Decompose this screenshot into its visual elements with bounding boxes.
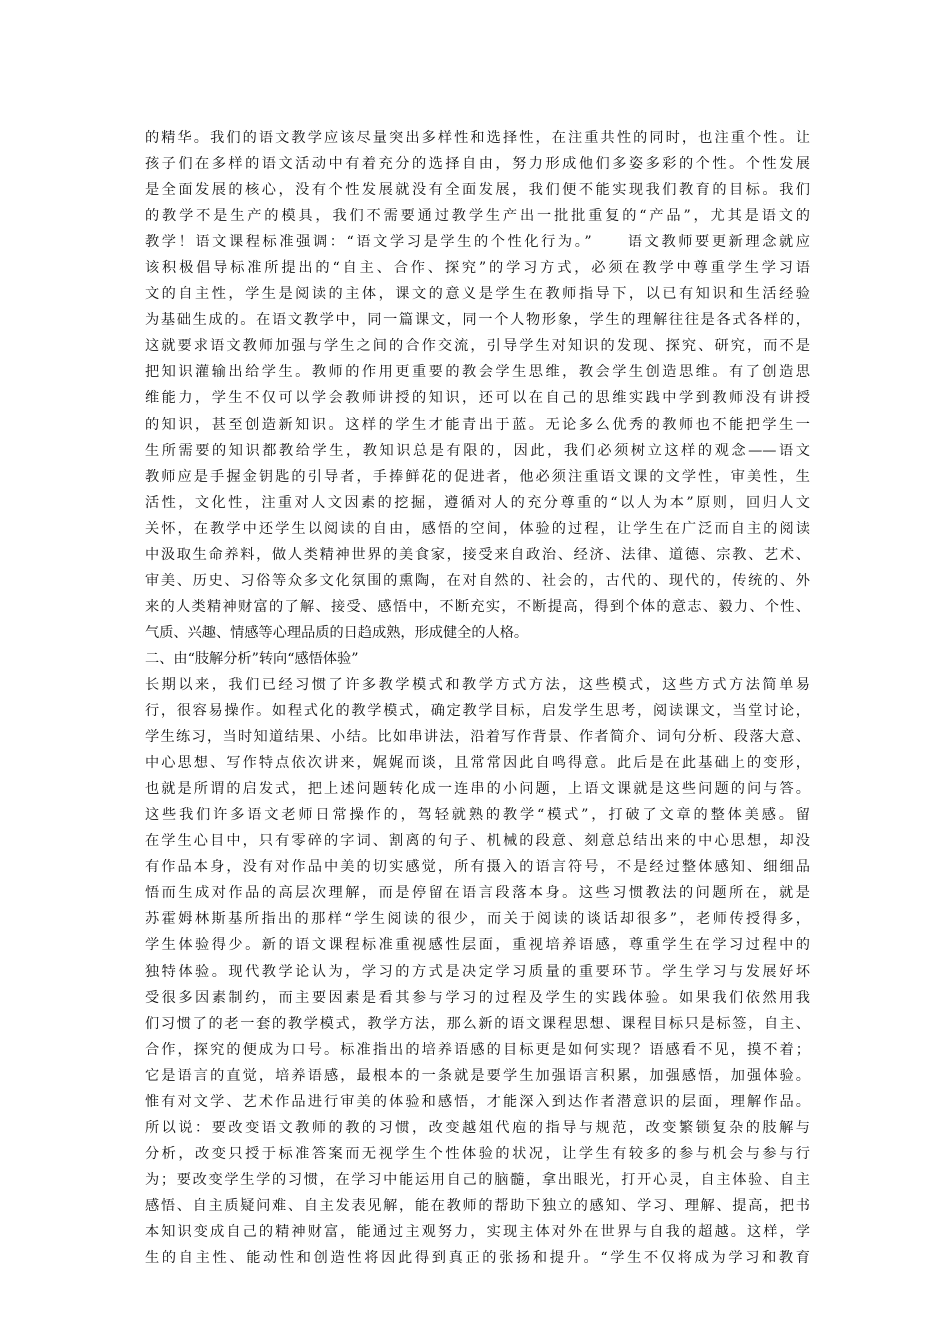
text-line: 文的自主性，学生是阅读的主体，课文的意义是学生在教师指导下，以已有知识和生活经验	[145, 286, 810, 303]
text-line: 惟有对文学、艺术作品进行审美的体验和感悟，才能深入到达作者潜意识的层面，理解作品。	[145, 1093, 810, 1110]
text-line: 分析，改变只授于标准答案而无视学生个性体验的状况，让学生有较多的参与机会与参与行	[145, 1145, 810, 1162]
text-line: 学生练习，当时知道结果、小结。比如串讲法，沿着写作背景、作者简介、词句分析、段落大意、	[145, 729, 810, 746]
text-line: 中心思想、写作特点依次讲来，娓娓而谈，且常常因此自鸣得意。此后是在此基础上的变形，	[145, 755, 810, 772]
text-line: 该积极倡导标准所提出的“自主、合作、探究”的学习方式，必须在教学中尊重学生学习语	[145, 260, 810, 277]
text-line: 为基础生成的。在语文教学中，同一篇课文，同一个人物形象，学生的理解往往是各式各样的，	[145, 312, 810, 329]
text-line: 生的自主性、能动性和创造性将因此得到真正的张扬和提升。“学生不仅将成为学习和教育	[145, 1250, 810, 1267]
text-line: 行，很容易操作。如程式化的教学模式，确定教学目标，启发学生思考，阅读课文，当堂讨论，	[145, 703, 810, 720]
text-line: 是全面发展的核心，没有个性发展就没有全面发展，我们便不能实现我们教育的目标。我们	[145, 182, 810, 199]
text-line: 的教学不是生产的模具，我们不需要通过教学生产出一批批重复的“产品”，尤其是语文的	[145, 208, 810, 225]
text-line: 感悟、自主质疑问难、自主发表见解，能在教师的帮助下独立的感知、学习、理解、提高，把书	[145, 1197, 810, 1214]
text-line: 孩子们在多样的语文活动中有着充分的选择自由，努力形成他们多姿多彩的个性。个性发展	[145, 156, 810, 173]
text-line: 有作品本身，没有对作品中美的切实感觉，所有摄入的语言符号，不是经过整体感知、细细品	[145, 859, 810, 876]
text-line: 它是语言的直觉，培养语感，最根本的一条就是要学生加强语言积累，加强感悟，加强体验。	[145, 1067, 810, 1084]
document-body	[145, 125, 810, 1271]
text-line: 活性，文化性，注重对人文因素的挖掘，遵循对人的充分尊重的“以人为本”原则，回归人文	[145, 494, 810, 511]
text-line: 来的人类精神财富的了解、接受、感悟中，不断充实，不断提高，得到个体的意志、毅力、个性、	[145, 598, 810, 615]
text-line: 的知识，甚至创造新知识。这样的学生才能青出于蓝。无论多么优秀的教师也不能把学生一	[145, 416, 810, 433]
text-line: 独特体验。现代教学论认为，学习的方式是决定学习质量的重要环节。学生学习与发展好坏	[145, 963, 810, 980]
text-line: 气质、兴趣、情感等心理品质的日趋成熟，形成健全的人格。	[145, 624, 529, 641]
text-line: 本知识变成自己的精神财富，能通过主观努力，实现主体对外在世界与自我的超越。这样，学	[145, 1223, 810, 1240]
text-line: 苏霍姆林斯基所指出的那样“学生阅读的很少，而关于阅读的谈话却很多”，老师传授得多，	[145, 911, 810, 928]
text-line: 合作，探究的便成为口号。标准指出的培养语感的目标更是如何实现？语感看不见，摸不着；	[145, 1041, 810, 1058]
text-line: 教学！语文课程标准强调：“语文学习是学生的个性化行为。” 语文教师要更新理念就应	[145, 234, 810, 251]
text-line: 长期以来，我们已经习惯了许多教学模式和教学方式方法，这些模式，这些方式方法简单易	[145, 676, 810, 693]
text-line: 把知识灌输出给学生。教师的作用更重要的教会学生思维，教会学生创造思维。有了创造思	[145, 364, 810, 381]
text-line: 受很多因素制约，而主要因素是看其参与学习的过程及学生的实践体验。如果我们依然用我	[145, 989, 810, 1006]
text-line: 为；要改变学生学的习惯，在学习中能运用自己的脑髓，拿出眼光，打开心灵，自主体验、自主	[145, 1171, 810, 1188]
text-line: 这些我们许多语文老师日常操作的，驾轻就熟的教学“模式”，打破了文章的整体美感。留	[145, 807, 810, 824]
text-line: 生所需要的知识都教给学生，教知识总是有限的，因此，我们必须树立这样的观念——语文	[145, 442, 810, 459]
text-line: 学生体验得少。新的语文课程标准重视感性层面，重视培养语感，尊重学生在学习过程中的	[145, 937, 810, 954]
text-line: 关怀，在教学中还学生以阅读的自由，感悟的空间，体验的过程，让学生在广泛而自主的阅读	[145, 520, 810, 537]
text-line: 在学生心目中，只有零碎的字词、割离的句子、机械的段意、刻意总结出来的中心思想，却没	[145, 833, 810, 850]
text-line: 也就是所谓的启发式，把上述问题转化成一连串的小问题，上语文课就是这些问题的问与答。	[145, 781, 810, 798]
text-line: 中汲取生命养料，做人类精神世界的美食家，接受来自政治、经济、法律、道德、宗教、艺术、	[145, 546, 810, 563]
text-line: 的精华。我们的语文教学应该尽量突出多样性和选择性，在注重共性的同时，也注重个性。让	[145, 130, 810, 146]
text-line: 这就要求语文教师加强与学生之间的合作交流，引导学生对知识的发现、探究、研究，而不是	[145, 338, 810, 355]
text-line: 悟而生成对作品的高层次理解，而是停留在语言段落本身。这些习惯教法的问题所在，就是	[145, 885, 810, 902]
text-line: 教师应是手握金钥匙的引导者，手捧鲜花的促进者，他必须注重语文课的文学性，审美性，生	[145, 468, 810, 485]
text-line: 们习惯了的老一套的教学模式，教学方法，那么新的语文课程思想、课程目标只是标签，自主、	[145, 1015, 810, 1032]
text-line: 审美、历史、习俗等众多文化氛围的熏陶，在对自然的、社会的，古代的、现代的，传统的、外	[145, 572, 810, 589]
text-line: 所以说：要改变语文教师的教的习惯，改变越俎代庖的指导与规范，改变繁锁复杂的肢解与	[145, 1119, 810, 1136]
section-heading: 二、由“肢解分析”转向“感悟体验”	[145, 650, 359, 667]
text-line: 维能力，学生不仅可以学会教师讲授的知识，还可以在自己的思维实践中学到教师没有讲授	[145, 390, 810, 407]
